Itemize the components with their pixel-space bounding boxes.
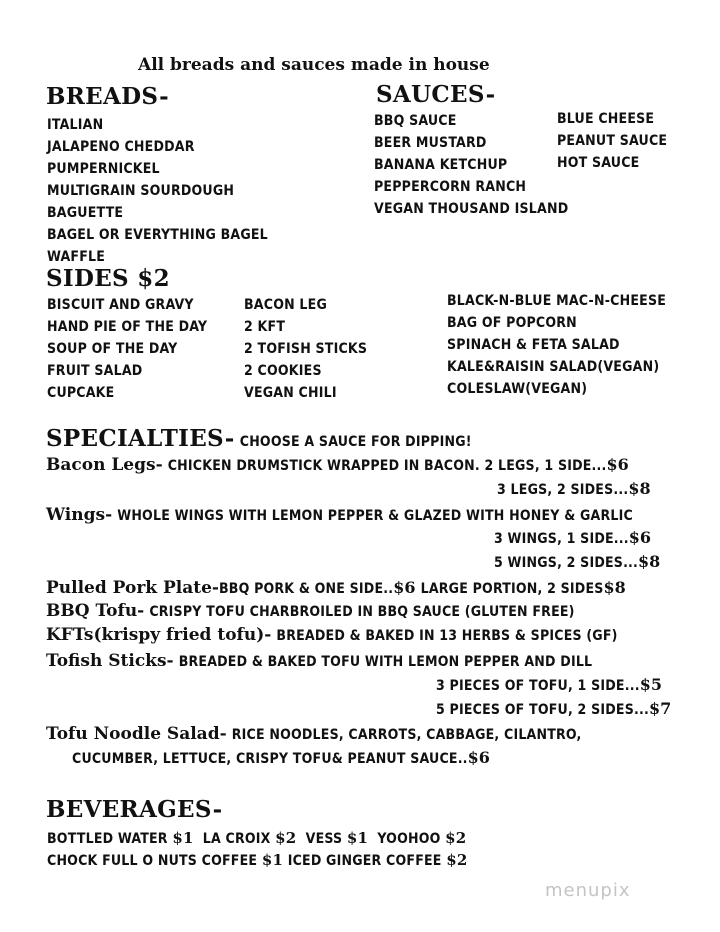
sauces-list-2 (557, 108, 667, 174)
beverage-price: $1 (261, 851, 284, 869)
item-price: $6 (467, 748, 490, 767)
list-item: JALAPENO CHEDDAR (47, 139, 195, 155)
item-price: $6 (628, 528, 652, 547)
list-item: PUMPERNICKEL (47, 161, 160, 177)
beverage-name: YOOHOO (377, 831, 441, 847)
list-item: BAG OF POPCORN (447, 315, 577, 331)
tofish-option-1 (436, 675, 662, 694)
list-item: 2 COOKIES (244, 363, 322, 379)
beverages-line-2 (47, 851, 468, 869)
item-price: $8 (628, 479, 651, 498)
list-item: COLESLAW(VEGAN) (447, 381, 588, 397)
list-item: FRUIT SALAD (47, 363, 143, 379)
beverages-line-1 (47, 829, 466, 847)
sauces-heading: SAUCES- (376, 81, 496, 108)
beverage-price: $1 (172, 829, 194, 847)
item-desc: BREADED & BAKED TOFU WITH LEMON PEPPER AND DILL (178, 654, 593, 670)
item-desc: LARGE PORTION, 2 SIDES (420, 581, 604, 597)
list-item: BAGUETTE (47, 205, 124, 221)
list-item: WAFFLE (47, 249, 106, 265)
item-desc: 3 WINGS, 1 SIDE... (494, 531, 629, 547)
list-item: 2 TOFISH STICKS (244, 341, 368, 357)
specialties-note: CHOOSE A SAUCE FOR DIPPING! (239, 434, 472, 450)
breads-list (47, 114, 268, 268)
item-desc: BBQ PORK & ONE SIDE.. (218, 581, 394, 597)
item-name: KFTs(krispy fried tofu)- (46, 625, 272, 645)
list-item: ITALIAN (47, 117, 104, 133)
item-price: $5 (639, 675, 662, 694)
list-item: SPINACH & FETA SALAD (447, 337, 620, 353)
bacon-legs-item (46, 455, 629, 475)
noodle-salad-item (46, 724, 582, 744)
item-price: $8 (638, 552, 661, 571)
item-price: $8 (603, 578, 626, 597)
item-desc: 5 PIECES OF TOFU, 2 SIDES... (436, 702, 649, 718)
item-desc: WHOLE WINGS WITH LEMON PEPPER & GLAZED WITH HONEY & GARLIC (117, 508, 633, 524)
beverage-name: ICED GINGER COFFEE (287, 853, 442, 869)
item-desc: 3 LEGS, 2 SIDES... (497, 482, 629, 498)
list-item: BACON LEG (244, 297, 327, 313)
item-price: $6 (393, 578, 416, 597)
item-name: Tofu Noodle Salad- (46, 724, 227, 744)
sides-list-2 (244, 294, 367, 404)
item-desc: CUCUMBER, LETTUCE, CRISPY TOFU& PEANUT SAUCE.. (72, 751, 468, 767)
item-desc: CHICKEN DRUMSTICK WRAPPED IN BACON. 2 LEGS, 1 SIDE... (167, 458, 607, 474)
specialties-heading: SPECIALTIES- (46, 425, 235, 452)
list-item: BISCUIT AND GRAVY (47, 297, 194, 313)
item-price: $6 (606, 455, 629, 474)
item-name: Pulled Pork Plate- (46, 578, 219, 598)
wings-item (46, 505, 633, 525)
list-item: 2 KFT (244, 319, 286, 335)
beverage-price: $2 (446, 851, 468, 869)
bacon-legs-option (497, 479, 651, 498)
item-desc: CRISPY TOFU CHARBROILED IN BBQ SAUCE (GLUTEN FREE) (149, 604, 575, 620)
menu-tagline: All breads and sauces made in house (138, 55, 490, 75)
list-item: BEER MUSTARD (374, 135, 487, 151)
pulled-pork-item (46, 578, 626, 598)
breads-heading: BREADS- (46, 83, 169, 110)
beverage-name: CHOCK FULL O NUTS COFFEE (47, 853, 258, 869)
noodle-salad-line2 (72, 748, 490, 767)
bbq-tofu-item (46, 601, 575, 621)
list-item: HOT SAUCE (557, 155, 640, 171)
sides-list-1 (47, 294, 207, 404)
list-item: BLUE CHEESE (557, 111, 655, 127)
item-desc: BREADED & BAKED IN 13 HERBS & SPICES (GF) (276, 628, 618, 644)
item-price: $7 (648, 699, 672, 718)
list-item: HAND PIE OF THE DAY (47, 319, 208, 335)
beverage-price: $1 (346, 829, 369, 847)
list-item: BAGEL OR EVERYTHING BAGEL (47, 227, 268, 243)
beverage-name: BOTTLED WATER (47, 831, 168, 847)
item-name: Bacon Legs- (46, 455, 163, 475)
specialties-header (46, 425, 472, 452)
kfts-item (46, 625, 618, 645)
list-item: KALE&RAISIN SALAD(VEGAN) (447, 359, 660, 375)
list-item: BLACK-N-BLUE MAC-N-CHEESE (447, 293, 667, 309)
list-item: VEGAN THOUSAND ISLAND (374, 201, 569, 217)
list-item: SOUP OF THE DAY (47, 341, 178, 357)
list-item: CUPCAKE (47, 385, 115, 401)
list-item: BANANA KETCHUP (374, 157, 508, 173)
beverage-price: $2 (275, 829, 297, 847)
item-desc: 5 WINGS, 2 SIDES... (494, 555, 639, 571)
menupix-watermark: menupix (545, 880, 631, 901)
list-item: MULTIGRAIN SOURDOUGH (47, 183, 235, 199)
sides-heading: SIDES $2 (46, 265, 170, 292)
wings-option-2 (494, 552, 660, 571)
item-desc: RICE NOODLES, CARROTS, CABBAGE, CILANTRO, (231, 727, 582, 743)
beverages-heading: BEVERAGES- (46, 796, 223, 823)
list-item: VEGAN CHILI (244, 385, 337, 401)
item-desc: 3 PIECES OF TOFU, 1 SIDE... (436, 678, 640, 694)
wings-option-1 (494, 528, 651, 547)
tofish-item (46, 651, 592, 671)
beverage-price: $2 (445, 829, 467, 847)
list-item: BBQ SAUCE (374, 113, 457, 129)
beverage-name: LA CROIX (202, 831, 271, 847)
item-name: Wings- (46, 505, 113, 525)
list-item: PEPPERCORN RANCH (374, 179, 527, 195)
item-name: BBQ Tofu- (46, 601, 145, 621)
tofish-option-2 (436, 699, 671, 718)
sides-list-3 (447, 290, 666, 400)
list-item: PEANUT SAUCE (557, 133, 668, 149)
item-name: Tofish Sticks- (46, 651, 174, 671)
sauces-list-1 (374, 110, 568, 220)
beverage-name: VESS (305, 831, 343, 847)
